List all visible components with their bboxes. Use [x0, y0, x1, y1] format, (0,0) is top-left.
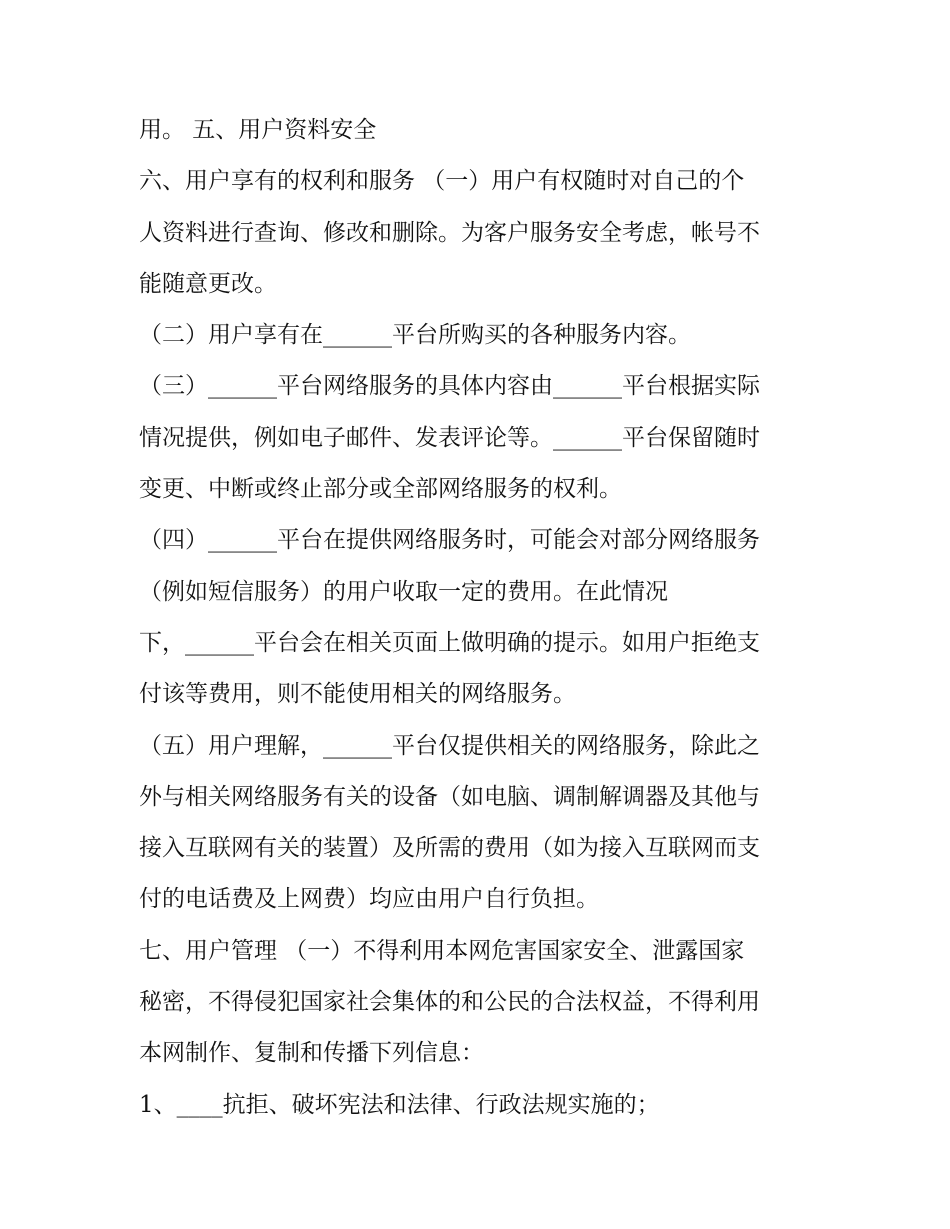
- text-line: 接入互联网有关的装置）及所需的费用（如为接入互联网而支: [139, 835, 760, 862]
- text-line: 秘密，不得侵犯国家社会集体的和公民的合法权益，不得利用: [139, 989, 760, 1016]
- text-line: 六、用户享有的权利和服务 （一）用户有权随时对自己的个: [139, 168, 745, 195]
- text-line: 本网制作、复制和传播下列信息：: [139, 1040, 484, 1067]
- text-line: 七、用户管理 （一）不得利用本网危害国家安全、泄露国家: [139, 937, 745, 964]
- text-line: 用。 五、用户资料安全: [139, 117, 377, 143]
- text-line: 人资料进行查询、修改和删除。为客户服务安全考虑，帐号不: [139, 219, 760, 246]
- text-line: （二）用户享有在______平台所购买的各种服务内容。: [139, 322, 691, 349]
- document-body: [139, 108, 819, 1134]
- text-line: （五）用户理解，______平台仅提供相关的网络服务，除此之: [139, 732, 760, 759]
- text-line: 1、____抗拒、破坏宪法和法律、行政法规实施的；: [139, 1091, 660, 1118]
- text-line: 外与相关网络服务有关的设备（如电脑、调制解调器及其他与: [139, 783, 760, 810]
- text-line: （例如短信服务）的用户收取一定的费用。在此情况: [139, 578, 668, 605]
- text-line: （三）______平台网络服务的具体内容由______平台根据实际: [139, 373, 760, 400]
- text-line: （四）______平台在提供网络服务时，可能会对部分网络服务: [139, 527, 760, 554]
- text-line: 情况提供，例如电子邮件、发表评论等。______平台保留随时: [139, 424, 760, 451]
- text-line: 付的电话费及上网费）均应由用户自行负担。: [139, 886, 599, 913]
- text-line: 付该等费用，则不能使用相关的网络服务。: [139, 681, 576, 708]
- text-line: 变更、中断或终止部分或全部网络服务的权利。: [139, 476, 622, 503]
- text-line: 下，______平台会在相关页面上做明确的提示。如用户拒绝支: [139, 629, 760, 656]
- text-line: 能随意更改。: [139, 270, 277, 297]
